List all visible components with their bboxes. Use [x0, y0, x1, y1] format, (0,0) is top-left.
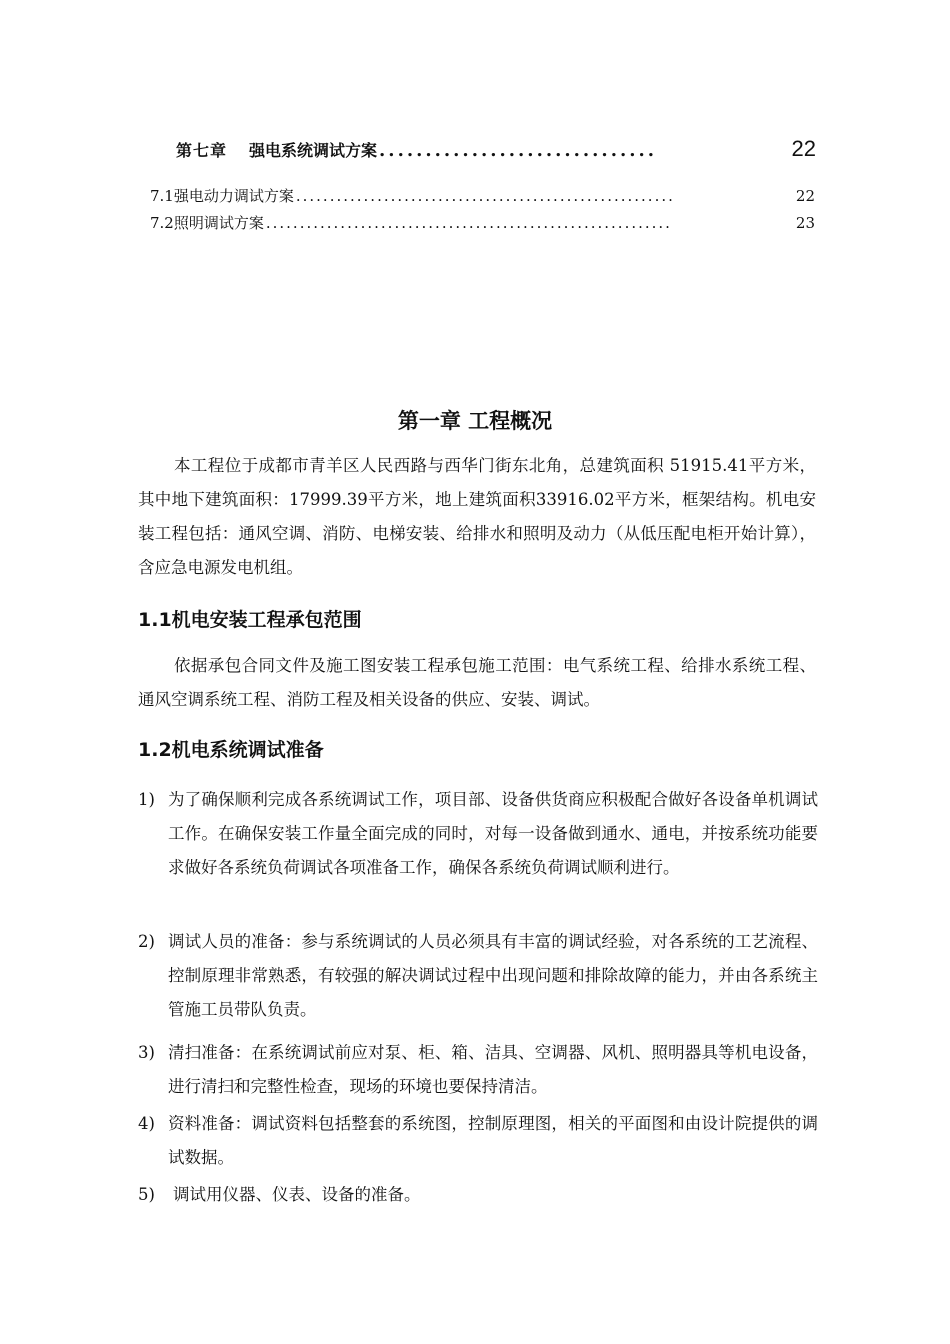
list-item-number: 5)	[138, 1185, 155, 1204]
list-item-text: 资料准备：调试资料包括整套的系统图，控制原理图，相关的平面图和由设计院提供的调试数据。	[168, 1114, 818, 1167]
toc-section-label: 7.1强电动力调试方案	[150, 187, 294, 205]
section-1-1-paragraph: 依据承包合同文件及施工图安装工程承包施工范围：电气系统工程、给排水系统工程、通风空调系统工程、消防工程及相关设备的供应、安装、调试。	[138, 656, 816, 709]
section-heading-1-2: 1.2机电系统调试准备	[138, 739, 324, 761]
toc-dot-leader: ..............................	[379, 140, 658, 161]
toc-dot-leader: ............................................................	[265, 214, 672, 232]
toc-section-label: 7.2照明调试方案	[150, 214, 264, 232]
list-item-number: 4)	[138, 1114, 155, 1133]
toc-page-number: 22	[795, 187, 815, 205]
toc-dot-leader: ........................................................	[295, 187, 675, 205]
list-item	[138, 925, 818, 1027]
list-item-text: 为了确保顺利完成各系统调试工作，项目部、设备供货商应积极配合做好各设备单机调试工作。在确保安装工作量全面完成的同时，对每一设备做到通水、通电，并按系统功能要求做好各系统负荷调试各项准备工作，确保各系统负荷调试顺利进行。	[168, 790, 818, 877]
toc-chapter-label: 第七章	[176, 141, 228, 160]
toc-chapter-title: 强电系统调试方案	[249, 141, 378, 160]
chapter-title: 第一章 工程概况	[397, 408, 553, 433]
toc-chapter-entry[interactable]	[176, 136, 816, 162]
list-item	[138, 783, 818, 885]
list-item-text: 清扫准备：在系统调试前应对泵、柜、箱、洁具、空调器、风机、照明器具等机电设备，进行清扫和完整性检查，现场的环境也要保持清洁。	[168, 1043, 818, 1096]
toc-page-number: 23	[795, 214, 815, 232]
list-item-text: 调试人员的准备：参与系统调试的人员必须具有丰富的调试经验，对各系统的工艺流程、控制原理非常熟悉，有较强的解决调试过程中出现问题和排除故障的能力，并由各系统主管施工员带队负责。	[168, 932, 818, 1019]
section-heading-1-1: 1.1机电安装工程承包范围	[138, 609, 362, 631]
list-item	[138, 1178, 818, 1212]
list-item-number: 2)	[138, 932, 155, 951]
list-item	[138, 1107, 818, 1175]
toc-section-entry[interactable]	[150, 185, 815, 206]
toc-page-number: 22	[791, 136, 816, 161]
list-item-number: 1)	[138, 790, 155, 809]
list-item-number: 3)	[138, 1043, 155, 1062]
intro-paragraph: 本工程位于成都市青羊区人民西路与西华门街东北角，总建筑面积 51915.41平方米，其中地下建筑面积：17999.39平方米，地上建筑面积33916.02平方米，框架结构。机电安装工程包括：通风空调、消防、电梯安装、给排水和照明及动力（从低压配电柜开始计算），含应急电源发电机组。	[138, 456, 816, 577]
list-item-text: 调试用仪器、仪表、设备的准备。	[173, 1185, 421, 1204]
toc-section-entry[interactable]	[150, 212, 815, 233]
list-item	[138, 1036, 818, 1104]
